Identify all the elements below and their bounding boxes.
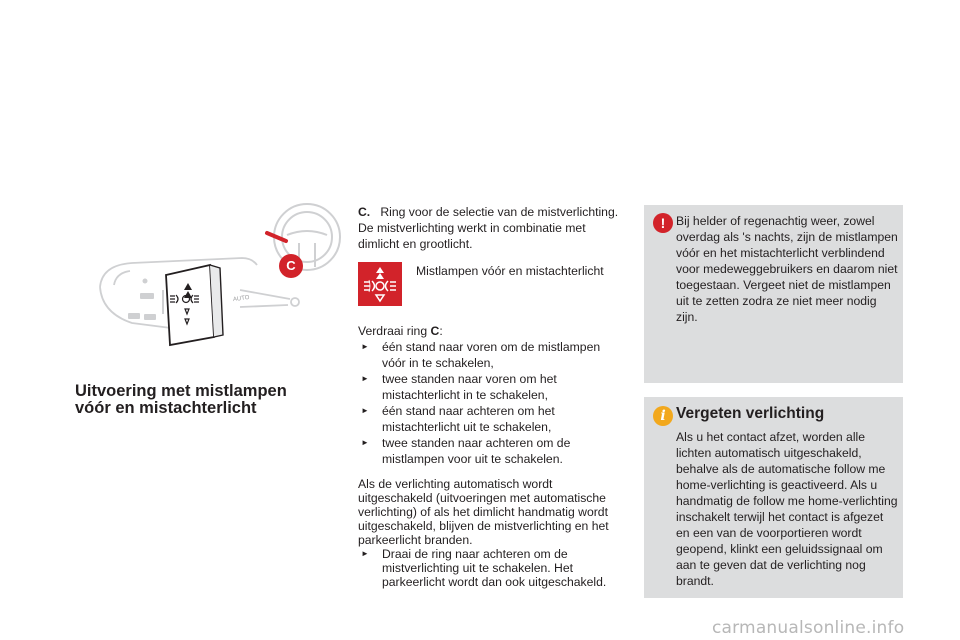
turn-ring-lead: Verdraai ring C: bbox=[358, 324, 443, 338]
section-title: Uitvoering met mistlampen vóór en mistachterlicht bbox=[75, 382, 287, 417]
intro-paragraph bbox=[358, 204, 620, 252]
watermark: carmanualsonline.info bbox=[712, 618, 905, 638]
auto-list bbox=[358, 547, 620, 589]
warning-panel bbox=[644, 205, 903, 383]
ring-letter: C bbox=[430, 324, 440, 338]
info-icon: i bbox=[653, 406, 673, 426]
list-item: ► twee standen naar achteren om de mistlampen voor uit te schakelen. bbox=[358, 435, 620, 467]
warning-text: Bij helder of regenachtig weer, zowel overdag als 's nachts, zijn de mistlampen vóór en het mistachterlicht verblindend voor medeweggebruikers en daarom niet toegestaan. Vergeet niet de mistlampen uit te zetten zodra ze niet meer nodig zijn. bbox=[676, 214, 898, 324]
front-rear-fog-lamp-icon bbox=[358, 262, 402, 306]
lighting-stalk-illustration bbox=[92, 195, 344, 365]
fog-mode-label: Mistlampen vóór en mistachterlicht bbox=[416, 264, 604, 278]
ring-reference: C. bbox=[358, 205, 371, 219]
reminder-panel bbox=[644, 397, 903, 598]
turn-ring-instructions bbox=[358, 323, 620, 467]
list-item: ► één stand naar voren om de mistlampen vóór in te schakelen, bbox=[358, 339, 620, 371]
warning-icon: ! bbox=[653, 213, 673, 233]
intro-body: De mistverlichting werkt in combinatie met dimlicht en grootlicht. bbox=[358, 221, 586, 251]
stalk-auto-label: AUTO bbox=[232, 294, 250, 304]
reminder-title: Vergeten verlichting bbox=[676, 405, 825, 422]
ring-positions-list bbox=[358, 339, 620, 467]
auto-lighting-paragraph bbox=[358, 477, 620, 589]
reminder-text: Als u het contact afzet, worden alle lichten automatisch uitgeschakeld, behalve als de automatische follow me home-verlichting is geactiveerd. Als u handmatig de follow me home-verlichting inschakelt terwijl het contact is afgezet en een van de voorportieren wordt geopend, klinkt een geluidssignaal om aan te geven dat de verlichting nog brandt. bbox=[676, 430, 898, 588]
ring-description: Ring voor de selectie van de mistverlichting. bbox=[380, 205, 619, 219]
list-item: ► twee standen naar voren om het mistachterlicht in te schakelen, bbox=[358, 371, 620, 403]
ring-marker-c: C bbox=[279, 254, 303, 278]
auto-body: Als de verlichting automatisch wordt uitgeschakeld (uitvoeringen met automatische verlichting) of als het dimlicht handmatig wordt uitgeschakeld, blijven de mistverlichting en het parkeerlicht branden. bbox=[358, 477, 609, 547]
list-item: ► één stand naar achteren om het mistachterlicht uit te schakelen, bbox=[358, 403, 620, 435]
list-item: ► Draai de ring naar achteren om de mistverlichting uit te schakelen. Het parkeerlicht wordt dan ook uitgeschakeld. bbox=[358, 547, 620, 589]
